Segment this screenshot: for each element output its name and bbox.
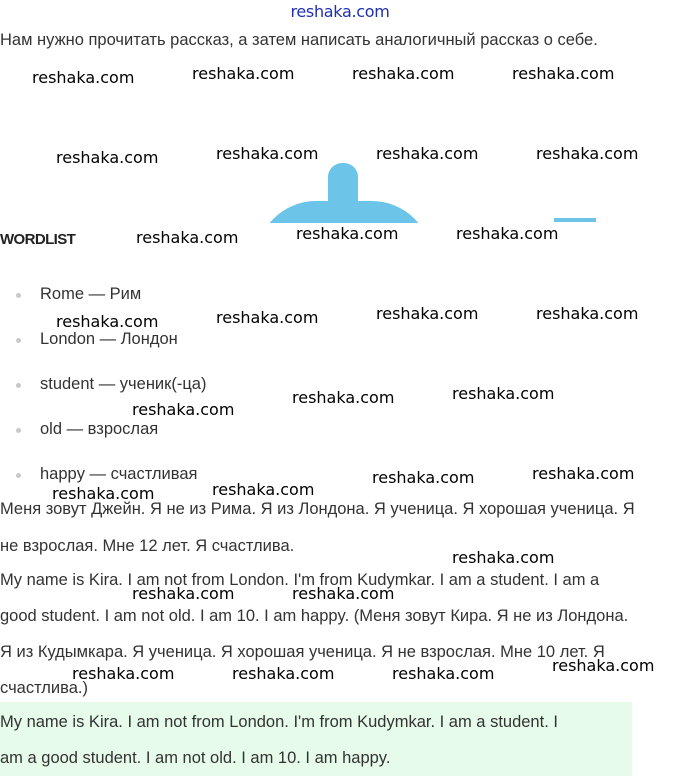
watermark-text: reshaka.com: [372, 468, 475, 487]
watermark-text: reshaka.com: [452, 548, 555, 567]
bullet-icon: [16, 428, 21, 433]
answer-text-line: My name is Kira. I am not from London. I'm from Kudymkar. I am a student. I: [0, 713, 558, 731]
watermark-text: reshaka.com: [52, 484, 155, 503]
wordlist-item-text: London — Лондон: [40, 330, 178, 348]
watermark-text: reshaka.com: [352, 64, 455, 83]
story-text-line: good student. I am not old. I am 10. I am happy. (Меня зовут Кира. Я не из Лондона.: [0, 607, 629, 625]
watermark-text: reshaka.com: [212, 480, 315, 499]
watermark-text: reshaka.com: [376, 144, 479, 163]
watermark-text: reshaka.com: [56, 312, 159, 331]
wordlist-item-text: happy — счастливая: [40, 465, 198, 483]
watermark-text: reshaka.com: [392, 664, 495, 683]
bullet-icon: [16, 383, 21, 388]
watermark-text: reshaka.com: [536, 144, 639, 163]
watermark-text: reshaka.com: [512, 64, 615, 83]
intro-text: Нам нужно прочитать рассказ, а затем написать аналогичный рассказ о себе.: [0, 31, 598, 49]
watermark-text: reshaka.com: [72, 664, 175, 683]
figure-accent-shape: [554, 218, 596, 222]
watermark-text: reshaka.com: [136, 228, 239, 247]
watermark-text: reshaka.com: [292, 388, 395, 407]
figure-body-shape: [256, 201, 432, 223]
story-text-line: счастлива.): [0, 679, 88, 697]
illustration-figure: [254, 163, 434, 223]
watermark-text: reshaka.com: [552, 656, 655, 675]
watermark-text: reshaka.com: [532, 464, 635, 483]
watermark-text: reshaka.com: [192, 64, 295, 83]
bullet-icon: [16, 293, 21, 298]
wordlist-title: WORDLIST: [0, 231, 76, 248]
wordlist-item-text: Rome — Рим: [40, 285, 142, 303]
watermark-text: reshaka.com: [56, 148, 159, 167]
example-text-line: Меня зовут Джейн. Я не из Рима. Я из Лондона. Я ученица. Я хорошая ученица. Я: [0, 500, 635, 518]
watermark-text: reshaka.com: [376, 304, 479, 323]
example-text-line: не взрослая. Мне 12 лет. Я счастлива.: [0, 537, 295, 555]
bullet-icon: [16, 473, 21, 478]
watermark-text: reshaka.com: [292, 584, 395, 603]
watermark-text: reshaka.com: [456, 224, 559, 243]
bullet-icon: [16, 338, 21, 343]
wordlist-item-text: old — взрослая: [40, 420, 159, 438]
watermark-text: reshaka.com: [216, 144, 319, 163]
watermark-text: reshaka.com: [32, 68, 135, 87]
watermark-text: reshaka.com: [216, 308, 319, 327]
watermark-text: reshaka.com: [296, 224, 399, 243]
story-text-line: My name is Kira. I am not from London. I'm from Kudymkar. I am a student. I am a: [0, 571, 600, 589]
wordlist-item-text: student — ученик(-ца): [40, 375, 207, 393]
watermark-text: reshaka.com: [132, 584, 235, 603]
watermark-text: reshaka.com: [452, 384, 555, 403]
watermark-text: reshaka.com: [536, 304, 639, 323]
answer-text-line: am a good student. I am not old. I am 10. I am happy.: [0, 749, 391, 767]
watermark-text: reshaka.com: [132, 400, 235, 419]
site-header-link[interactable]: reshaka.com: [290, 2, 390, 21]
watermark-text: reshaka.com: [232, 664, 335, 683]
story-text-line: Я из Кудымкара. Я ученица. Я хорошая ученица. Я не взрослая. Мне 10 лет. Я: [0, 643, 605, 661]
